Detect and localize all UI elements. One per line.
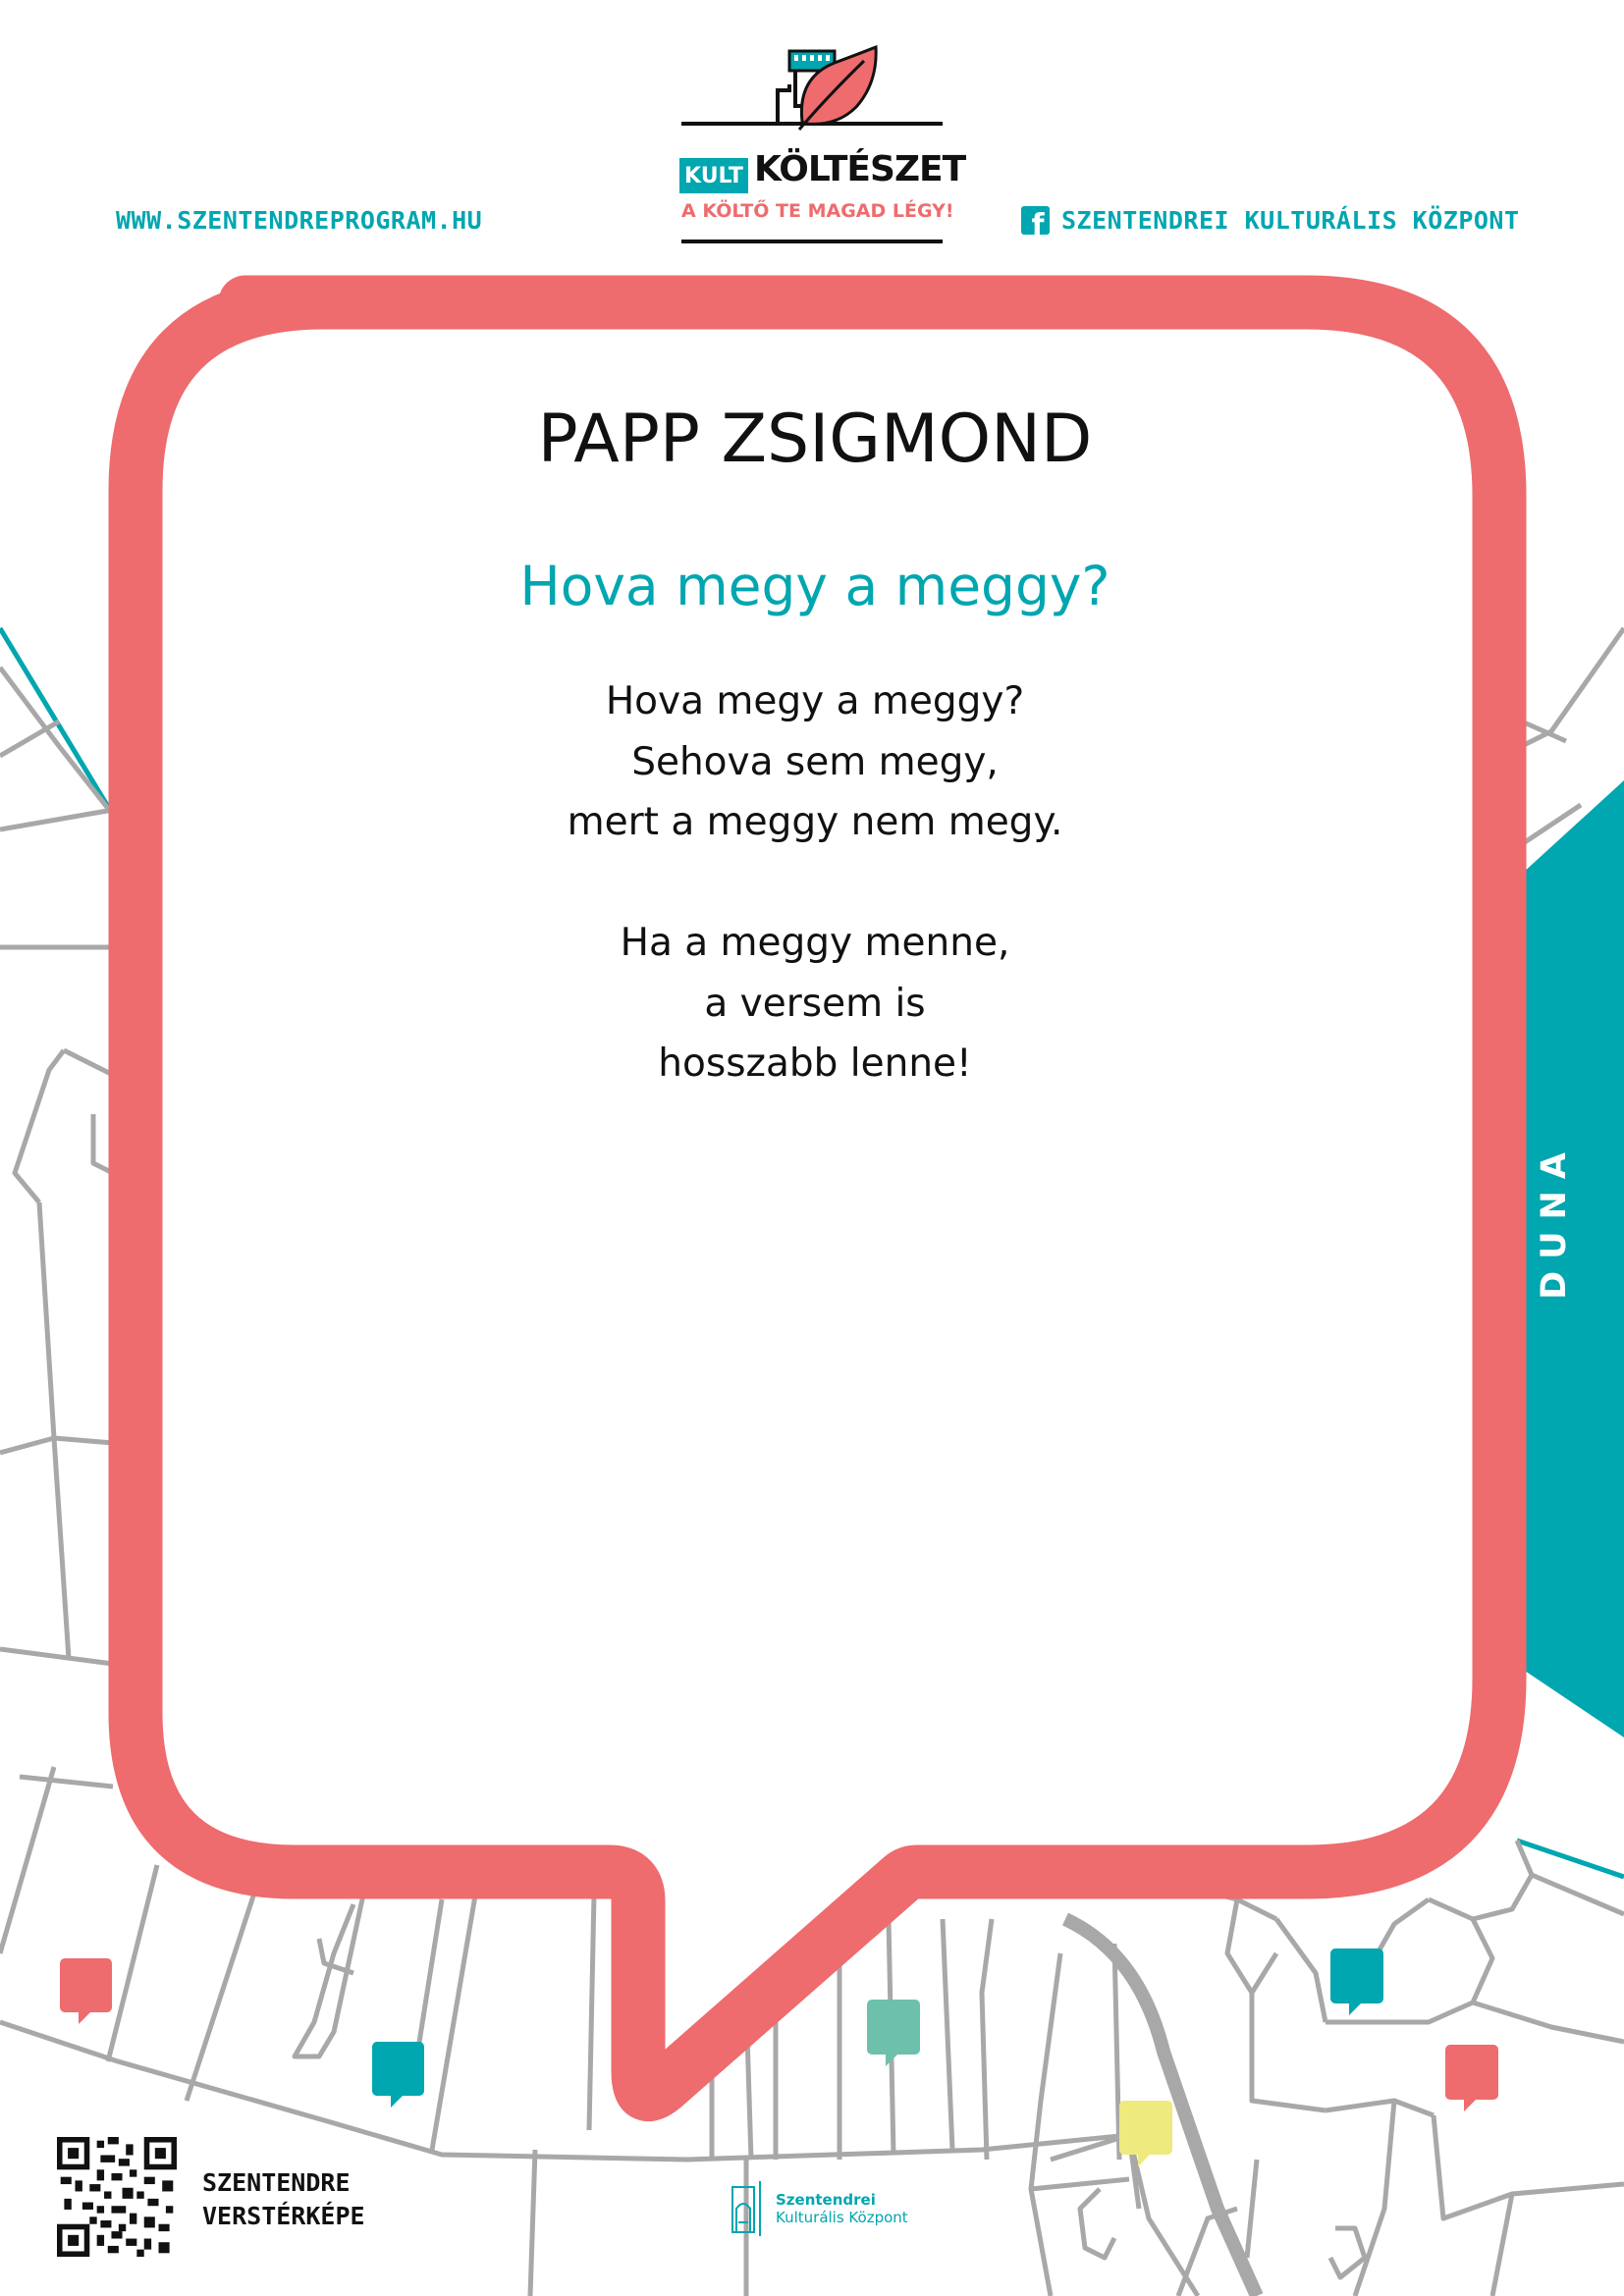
website-link[interactable]: WWW.SZENTENDREPROGRAM.HU: [116, 206, 483, 235]
poem-line: Ha a meggy menne,: [620, 921, 1010, 965]
map-marker-coral-left: [60, 1958, 112, 2024]
map-marker-green: [867, 2000, 920, 2066]
organization-logo: [729, 2179, 908, 2238]
building-icon: [729, 2179, 768, 2238]
map-title: [202, 2166, 365, 2233]
stanza-gap: [295, 853, 1335, 914]
organization-name-line-2: Kulturális Központ: [776, 2209, 908, 2226]
poem-title: Hova megy a meggy?: [519, 555, 1110, 617]
map-marker-teal-left: [372, 2042, 424, 2108]
poem-line: mert a meggy nem megy.: [567, 800, 1063, 844]
poem-author: PAPP ZSIGMOND: [537, 400, 1093, 478]
poem-line: Sehova sem megy,: [631, 739, 999, 784]
qr-code[interactable]: [57, 2137, 177, 2257]
poem-line: a versem is: [704, 981, 926, 1026]
map-marker-yellow: [1119, 2101, 1172, 2166]
organization-name-line-1: Szentendrei: [776, 2191, 876, 2209]
poster: WWW.SZENTENDREPROGRAM.HU f SZENTENDREI KULTURÁLIS KÖZPONT KULT KÖLTÉSZET A KÖLTŐ TE MAGAD LÉGY! PAPP ZSIGMOND Hova megy a meggy? Hova megy a meggy? Sehova sem megy, mert a meggy nem megy. Ha a meggy menne, a versem is hosszabb lenne! DUNA SZENTENDRE VERSTÉRKÉPE Szentendrei Kulturális Központ: [0, 0, 1624, 2296]
logo-wordmark: KÖLTÉSZET: [754, 149, 966, 189]
poem-line: Hova megy a meggy?: [605, 679, 1025, 723]
map-title-line-2: VERSTÉRKÉPE: [202, 2202, 365, 2230]
facebook-icon: f: [1021, 206, 1050, 235]
facebook-link[interactable]: [1021, 206, 1520, 235]
kult-kolteszet-logo: [679, 43, 966, 249]
facebook-label: SZENTENDREI KULTURÁLIS KÖZPONT: [1061, 206, 1520, 235]
poem-body: [295, 671, 1335, 1095]
organization-name: [776, 2191, 908, 2226]
poem-line: hosszabb lenne!: [658, 1041, 972, 1086]
map-title-line-1: SZENTENDRE: [202, 2168, 351, 2197]
logo-kult-badge: KULT: [679, 158, 748, 193]
logo-subtitle: A KÖLTŐ TE MAGAD LÉGY!: [681, 200, 954, 222]
map-marker-teal-right: [1330, 1949, 1383, 2015]
map-marker-coral-right: [1445, 2045, 1498, 2111]
